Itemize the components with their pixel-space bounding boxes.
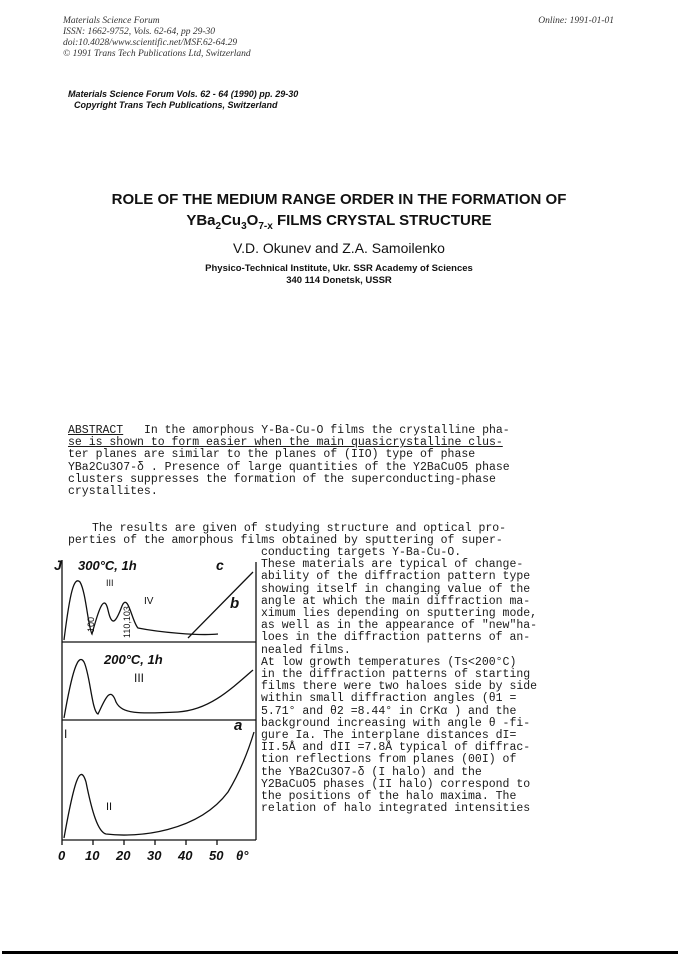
body-line: as well as in the appearance of "new"ha- [261, 619, 538, 633]
x-tick-label: 0 [58, 848, 66, 863]
intro-line-2: perties of the amorphous films obtained by sputtering of super- [68, 534, 503, 548]
x-tick-label: 20 [116, 848, 131, 863]
meta-line: Materials Science Forum [63, 16, 160, 26]
body-line: relation of halo integrated intensities [261, 802, 531, 816]
peak-i-label: I [64, 727, 68, 741]
meta-line: ISSN: 1662-9752, Vols. 62-64, pp 29-30 [63, 27, 215, 37]
abstract-line-3: ter planes are similar to the planes of (IIO) type of phase [68, 448, 476, 462]
peak-110-103-label: 110,103 [122, 606, 132, 638]
body-line: within small diffraction angles (θ1 = [261, 692, 517, 706]
meta-line: doi:10.4028/www.scientific.net/MSF.62-64.29 [63, 38, 238, 48]
abstract-line-2: se is shown to form easier when the main quasicrystalline clus- [68, 436, 503, 450]
affiliation-line-2: 340 114 Donetsk, USSR [286, 275, 392, 286]
authors: V.D. Okunev and Z.A. Samoilenko [233, 240, 445, 256]
journal-line: Materials Science Forum Vols. 62 - 64 (1990) pp. 29-30 [68, 89, 299, 99]
peak-100-label: 100 [86, 616, 96, 632]
intro-line-1: The results are given of studying structure and optical pro- [92, 522, 507, 535]
abstract-line-6: crystallites. [68, 485, 158, 499]
copyright-line: Copyright Trans Tech Publications, Switzerland [74, 100, 278, 110]
body-line: conducting targets Y-Ba-Cu-O. [261, 546, 462, 559]
background-c [188, 572, 253, 638]
body-column [261, 547, 537, 815]
body-line: At low growth temperatures (Ts<200°C) [261, 655, 517, 669]
body-line: films there were two haloes side by side [261, 680, 538, 694]
journal-citation [68, 89, 298, 111]
x-tick-label: 50 [209, 848, 224, 863]
label-200c: 200°C, 1h [104, 652, 163, 667]
intro-paragraph [68, 523, 506, 547]
paper-title [60, 189, 618, 237]
affiliation [60, 263, 618, 287]
title-line-1: ROLE OF THE MEDIUM RANGE ORDER IN THE FORMATION OF [111, 191, 567, 208]
peak-iii-top-label: III [106, 578, 114, 588]
label-300c: 300°C, 1h [78, 558, 137, 573]
abstract-line-5: clusters suppresses the formation of the superconducting-phase [68, 472, 496, 486]
body-line: in the diffraction patterns of starting [261, 668, 531, 682]
body-line: These materials are typical of change- [261, 558, 524, 572]
body-line: ability of the diffraction pattern type [261, 570, 531, 584]
body-line: angle at which the main diffraction ma- [261, 594, 531, 608]
body-line: Y2BaCuO5 phases (II halo) correspond to [261, 777, 531, 791]
title-line-2-rest: FILMS CRYSTAL STRUCTURE [276, 212, 492, 229]
panel-b-label: b [230, 595, 240, 612]
body-line: background increasing with angle θ -fi- [261, 716, 531, 730]
abstract-text: In the amorphous Y-Ba-Cu-O films the crystalline pha- [143, 424, 510, 437]
diffraction-figure [54, 552, 263, 867]
body-line: loes in the diffraction patterns of an- [261, 631, 531, 645]
body-line: nealed films. [261, 643, 351, 657]
title-line-2: $YBa_2Cu_3O_{7-x}$ FILMS CRYSTAL STRUCTURE [186, 212, 492, 232]
body-line: the YBa2Cu3O7-δ (I halo) and the [261, 765, 482, 779]
x-axis-label: θ° [236, 848, 249, 863]
curve-b [64, 659, 253, 718]
body-line: showing itself in changing value of the [261, 582, 531, 596]
x-tick-label: 30 [147, 848, 162, 863]
body-line: II.5Å and dII =7.8Å typical of diffrac- [261, 741, 531, 755]
curve-a [64, 732, 254, 838]
body-line: tion reflections from planes (00I) of [261, 753, 517, 767]
body-line: 5.71° and θ2 =8.44° in CrKα ) and the [261, 704, 517, 718]
x-tick-label: 10 [85, 848, 100, 863]
peak-ii-label: II [106, 801, 113, 813]
footer-rule [2, 951, 678, 954]
online-date: Online: 1991-01-01 [538, 16, 614, 26]
abstract-label: ABSTRACT [68, 424, 124, 437]
panel-a-label: a [234, 717, 243, 734]
body-line: gure Ia. The interplane distances dI= [261, 729, 517, 743]
meta-line: © 1991 Trans Tech Publications Ltd, Switzerland [63, 49, 251, 59]
abstract [68, 425, 510, 498]
x-tick-label: 40 [178, 848, 193, 863]
panel-c-label: c [216, 557, 224, 573]
peak-iv-label: IV [144, 596, 154, 607]
peak-iii-mid-label: III [134, 671, 145, 685]
publication-metadata [63, 16, 251, 60]
body-line: the positions of the halo maxima. The [261, 790, 517, 804]
abstract-line-4: YBa2Cu3O7-δ . Presence of large quantities of the Y2BaCuO5 phase [68, 460, 510, 474]
y-axis-label: J [54, 557, 62, 573]
body-line: ximum lies depending on sputtering mode, [261, 607, 538, 621]
affiliation-line-1: Physico-Technical Institute, Ukr. SSR Academy of Sciences [205, 263, 473, 274]
